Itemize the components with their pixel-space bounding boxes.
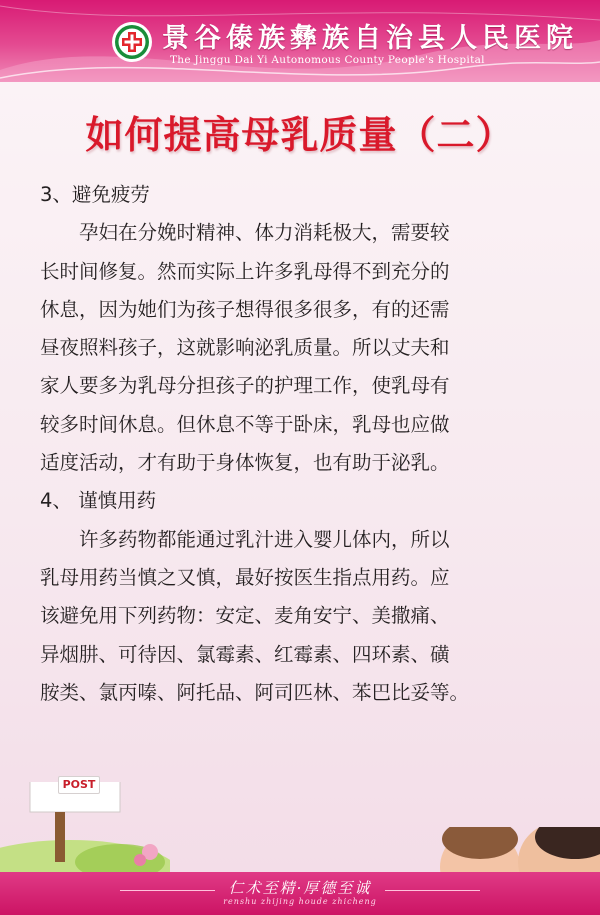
hospital-name-cn: 景谷傣族彝族自治县人民医院	[162, 23, 578, 54]
page-title: 如何提高母乳质量（二）	[85, 113, 515, 157]
mother-baby-illustration	[425, 827, 600, 872]
hospital-motto-pinyin: renshu zhijing houde zhicheng	[223, 897, 377, 906]
section-3-line: 较多时间休息。但休息不等于卧床，乳母也应做	[40, 412, 450, 436]
section-3-line: 昼夜照料孩子，这就影响泌乳质量。所以丈夫和	[40, 336, 450, 360]
post-sign-label: POST	[58, 776, 100, 794]
section-3-line: 适度活动，才有助于身体恢复，也有助于泌乳。	[40, 451, 450, 475]
section-3-heading: 3、避免疲劳	[40, 183, 150, 206]
section-4-line: 异烟肼、可待因、氯霉素、红霉素、四环素、磺	[40, 642, 450, 666]
hospital-name-en: The Jinggu Dai Yi Autonomous County People's Hospital	[170, 54, 485, 66]
section-4-line: 胺类、氯丙嗪、阿托品、阿司匹林、苯巴比妥等。	[40, 680, 470, 704]
section-3-line: 孕妇在分娩时精神、体力消耗极大，需要较	[79, 221, 450, 245]
hospital-logo-icon	[111, 21, 153, 63]
footer-banner	[0, 872, 600, 915]
post-mailbox-illustration	[0, 782, 170, 872]
section-4-line: 乳母用药当慎之又慎，最好按医生指点用药。应	[40, 565, 450, 589]
section-4-line: 许多药物都能通过乳汁进入婴儿体内，所以	[79, 527, 450, 551]
section-3-line: 长时间修复。然而实际上许多乳母得不到充分的	[40, 259, 450, 283]
hospital-motto: 仁术至精·厚德至诚	[228, 879, 372, 897]
section-4-heading: 4、 谨慎用药	[40, 489, 157, 513]
article-body	[40, 176, 570, 712]
content-panel	[0, 82, 600, 872]
section-4-line: 该避免用下列药物：安定、麦角安宁、美撒痛、	[40, 604, 450, 628]
section-3-line: 家人要多为乳母分担孩子的护理工作，使乳母有	[40, 374, 450, 398]
header-banner	[0, 0, 600, 82]
section-3-line: 休息，因为她们为孩子想得很多很多，有的还需	[40, 297, 450, 321]
